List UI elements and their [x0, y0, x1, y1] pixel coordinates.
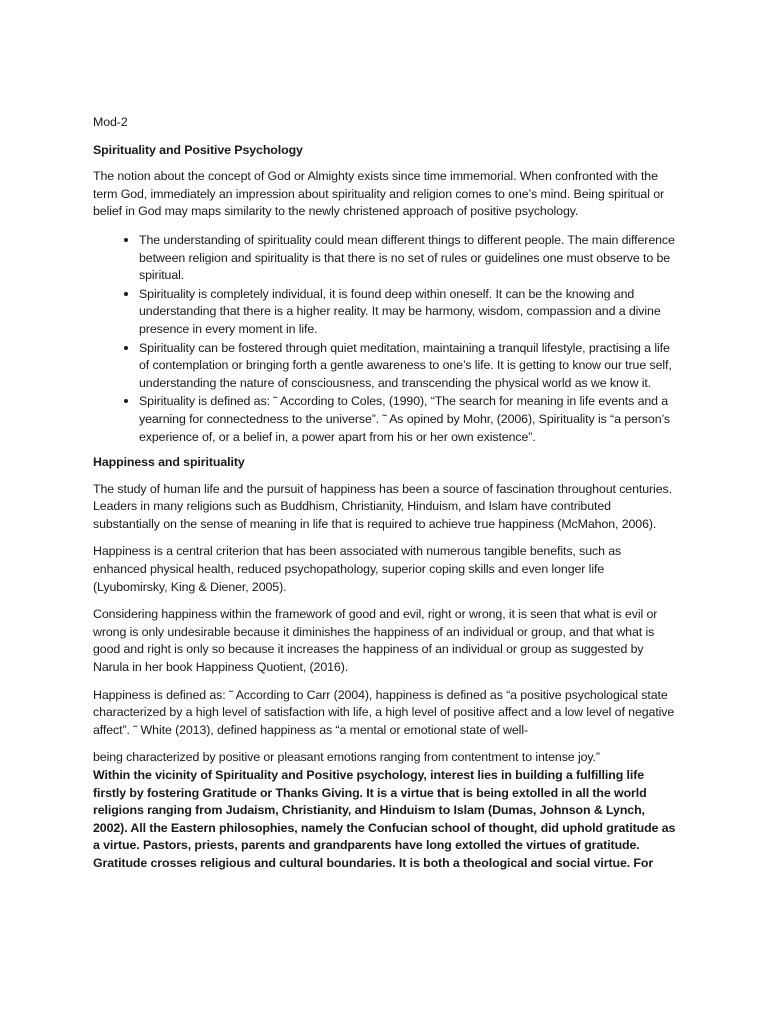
- bullet-item: • Spirituality is defined as: ˜ According to Coles, (1990), “The search for meaning in life events and a yearning for connectedness to the universe”. ˜ As opined by Mohr, (2006), Spirituality is “a person’s experience of, or a belief in, a power apart from his or her own existence”.: [139, 392, 677, 446]
- paragraph: Happiness is a central criterion that has been associated with numerous tangible benefits, such as enhanced physical health, reduced psychopathology, superior coping skills and even longer life (Lyubomirsky, King & Diener, 2005).: [93, 544, 622, 594]
- intro-paragraph: The notion about the concept of God or Almighty exists since time immemorial. When confronted with the term God, immediately an impression about spirituality and religion comes to one’s mind. Being spiritual or belief in God may maps similarity to the newly christened approach of positive psychology.: [93, 169, 665, 219]
- bold-paragraph: Within the vicinity of Spirituality and Positive psychology, interest lies in building a fulfilling life firstly by fostering Gratitude or Thanks Giving. It is a virtue that is being extolled in all the world religions ranging from Judaism, Christianity, and Hinduism to Islam (Dumas, Johnson & Lynch, 2002). All the Eastern philosophies, namely the Confucian school of thought, did uphold gratitude as a virtue. Pastors, priests, parents and grandparents have long extolled the virtues of gratitude. Gratitude crosses religious and cultural boundaries. It is both a theological and social virtue. For: [93, 768, 676, 870]
- paragraph: The study of human life and the pursuit of happiness has been a source of fascination throughout centuries. Leaders in many religions such as Buddhism, Christianity, Hinduism, and Islam have contributed substantially on the sense of meaning in life that is required to achieve true happiness (McMahon, 2006).: [93, 481, 672, 531]
- document-body: [93, 114, 677, 873]
- continuation-line: being characterized by positive or pleasant emotions ranging from contentment to intense joy.”: [93, 750, 600, 765]
- bullet-item: • The understanding of spirituality could mean different things to different people. The main difference between religion and spirituality is that there is no set of rules or guidelines one must observe to be spiritual.: [139, 231, 677, 285]
- bullet-item: • Spirituality can be fostered through quiet meditation, maintaining a tranquil lifestyle, practising a life of contemplation or bringing forth a gentle awareness to one’s life. It is getting to know our true self, understanding the nature of consciousness, and transcending the physical world as we know it.: [139, 339, 677, 393]
- module-label: Mod-2: [93, 115, 128, 129]
- paragraph: Considering happiness within the framework of good and evil, right or wrong, it is seen that what is evil or wrong is only undesirable because it diminishes the happiness of an individual or group, and that what is good and right is only so because it increases the happiness of an individual or group as suggested by Narula in her book Happiness Quotient, (2016).: [93, 607, 658, 675]
- spirituality-bullet-list: [93, 231, 677, 446]
- bullet-item: • Spirituality is completely individual, it is found deep within oneself. It can be the knowing and understanding that there is a higher reality. It may be harmony, wisdom, compassion and a divine presence in every moment in life.: [139, 285, 677, 339]
- section-title-spirituality: Spirituality and Positive Psychology: [93, 142, 303, 157]
- paragraph: Happiness is defined as: ˜ According to Carr (2004), happiness is defined as “a positive psychological state characterized by a high level of satisfaction with life, a high level of positive affect and a low level of negative affect”. ˜ White (2013), defined happiness as “a mental or emotional state of well-: [93, 687, 675, 737]
- section-title-happiness: Happiness and spirituality: [93, 455, 245, 470]
